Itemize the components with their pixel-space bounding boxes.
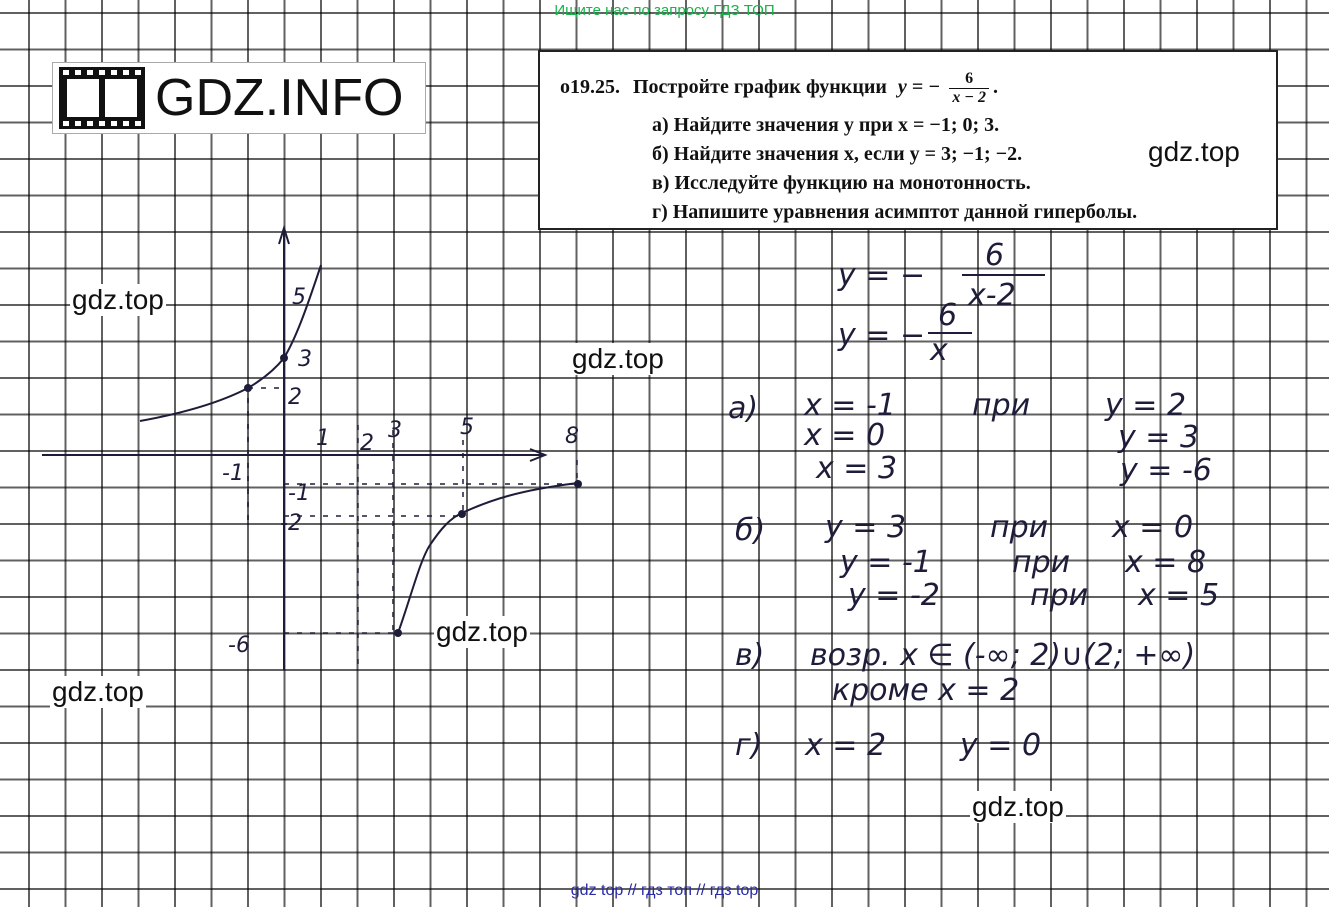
solution-b-row3-y: y = -2 [848,578,940,613]
task-item-g: г) Напишите уравнения асимптот данной гиперболы. [652,201,1138,223]
watermark-gdz-top: gdz.top [972,791,1064,822]
solution-a-row3-y: y = -6 [1120,453,1212,488]
solution-a-row3-x: x = 3 [816,451,898,486]
solution-v-text: возр. x ∈ (-∞; 2)∪(2; +∞) [810,638,1196,673]
solution-b-row1-y: y = 3 [825,510,907,545]
solution-b-row1-x: x = 0 [1112,510,1194,545]
graph-label-yneg1: -1 [288,481,310,506]
watermark-gdz-top: gdz.top [572,343,664,374]
graph-label-y3: 3 [298,347,312,372]
task-formula-lhs: y = − [897,76,941,99]
solution-b-label: б) [735,513,766,548]
task-fraction-denominator: x − 2 [952,89,987,106]
solution-b-row2-y: y = -1 [840,545,932,580]
solution-formula1-num: 6 [985,238,1005,273]
graph-label-x3: 3 [388,418,402,443]
task-fraction-numerator: 6 [949,70,989,89]
graph-label-xneg1: -1 [222,461,244,486]
task-formula-end: . [993,76,999,99]
point-5-neg2 [458,510,466,518]
graph-label-x1: 1 [316,426,330,451]
search-hint-link[interactable]: Ищите нас по запросу ГДЗ ТОП [554,2,775,19]
solution-formula1-den: x-2 [968,278,1016,313]
solution-a-row1-word: при [972,388,1031,423]
solution-b-row3-x: x = 5 [1138,578,1220,613]
logo-text: GDZ.INFO [155,69,404,127]
watermark-gdz-top: gdz.top [72,284,164,315]
task-item-b: б) Найдите значения x, если y = 3; −1; −2. [652,143,1023,165]
graph-label-yneg2: -2 [280,511,302,536]
graph-label-x2: 2 [360,431,374,456]
solution-a-row1-x: x = -1 [804,388,896,423]
right-branch-curve [398,483,578,633]
task-item-a: а) Найдите значения y при x = −1; 0; 3. [652,114,1000,136]
solution-g-y: y = 0 [960,728,1042,763]
point-0-3 [280,354,288,362]
watermark-gdz-top: gdz.top [52,676,144,707]
watermark-gdz-top: gdz.top [436,616,528,647]
point-3-neg6 [394,629,402,637]
task-item-v: в) Исследуйте функцию на монотонность. [652,172,1031,194]
task-intro: Постройте график функции [633,76,887,99]
solution-a-row1-y: y = 2 [1105,388,1187,423]
solution-v-except: кроме x = 2 [832,673,1020,708]
point-8-neg1 [574,480,582,488]
task-number: о19.25. [560,76,620,99]
solution-b-row3-word: при [1030,578,1089,613]
solution-formula2-den: x [930,333,948,368]
solution-a-row2-y: y = 3 [1118,420,1200,455]
graph-label-x8: 8 [565,424,579,449]
watermark-gdz-top: gdz.top [1148,136,1240,167]
solution-b-row2-word: при [1012,545,1071,580]
graph-label-y2: 2 [288,385,302,410]
solution-a-label: а) [728,391,759,426]
solution-g-x: x = 2 [805,728,887,763]
solution-formula2-lhs: y = − [838,318,926,353]
solution-a-row2-x: x = 0 [804,418,886,453]
solution-b-row2-x: x = 8 [1125,545,1207,580]
solution-g-label: г) [735,728,763,763]
footer-links[interactable]: gdz top // гдз топ // гдз top [570,882,759,899]
solution-b-row1-word: при [990,510,1049,545]
graph-label-yneg6: -6 [228,633,250,658]
graph-label-y5: 5 [292,285,306,310]
solution-formula1-lhs: y = − [838,258,926,293]
solution-v-label: в) [735,638,765,673]
solution-formula2-num: 6 [938,298,958,333]
point-neg1-2 [244,384,252,392]
graph-label-x5: 5 [460,415,474,440]
